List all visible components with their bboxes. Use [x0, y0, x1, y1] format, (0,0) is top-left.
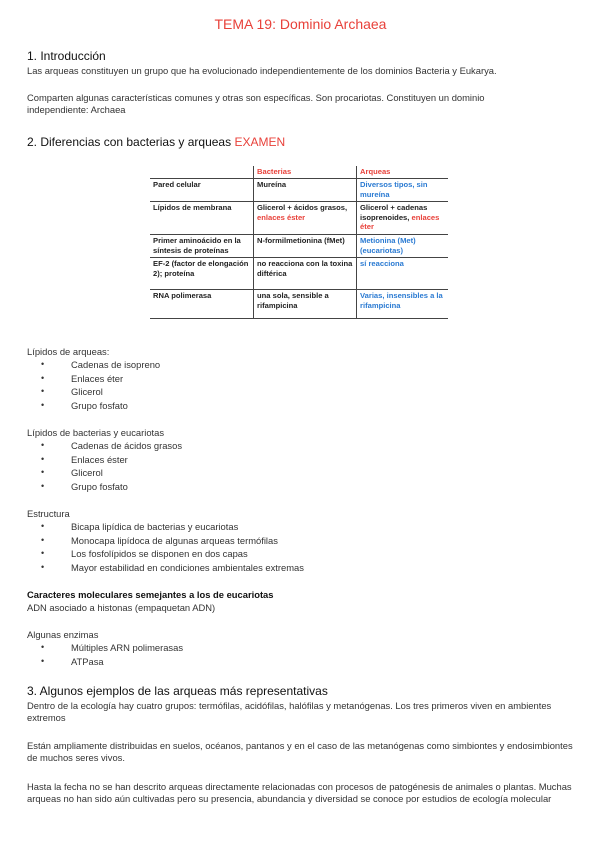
- list-item: [27, 466, 182, 480]
- enzimas-heading: Algunas enzimas: [27, 629, 99, 640]
- list-item: [27, 372, 160, 386]
- comparison-table: [150, 166, 448, 319]
- section-1-paragraph-2: Comparten algunas características comunes y otras son específicas. Son procariotas. Constituyen un dominio independiente: Archaea: [27, 92, 485, 115]
- caracteres-heading: Caracteres moleculares semejantes a los de eucariotas: [27, 589, 274, 600]
- bullet-icon: •: [41, 453, 45, 464]
- list-item: [27, 520, 304, 534]
- lipidos-bacterias-list: [27, 439, 182, 493]
- section-3-paragraph-1: Dentro de la ecología hay cuatro grupos: termófilas, acidófilas, halófilas y metanógenas. Los tres primeros viven en ambientes extremos: [27, 700, 552, 723]
- row-label: RNA polimerasa: [150, 290, 254, 319]
- lipidos-bacterias-heading: Lípidos de bacterias y eucariotas: [27, 427, 165, 438]
- list-item-text: ATPasa: [71, 655, 104, 667]
- arqueas-cell: Metionina (Met) (eucariotas): [357, 235, 449, 258]
- lipidos-arqueas-heading: Lípidos de arqueas:: [27, 346, 110, 357]
- section-1-paragraph-1: Las arqueas constituyen un grupo que ha evolucionado independientemente de los dominios Bacteria y Eukarya.: [27, 65, 497, 76]
- row-label: EF-2 (factor de elongación 2); proteína: [150, 258, 254, 290]
- bullet-icon: •: [41, 548, 45, 558]
- bullet-icon: •: [41, 467, 45, 477]
- bacterias-cell: [254, 202, 357, 235]
- list-item: [27, 561, 304, 575]
- arqueas-text: Glicerol + cadenas isoprenoides,: [360, 203, 428, 222]
- list-item: [27, 480, 182, 494]
- list-item: [27, 641, 183, 655]
- table-header-bacterias: Bacterias: [254, 166, 357, 179]
- exam-tag: EXAMEN: [234, 135, 286, 149]
- row-label: Pared celular: [150, 179, 254, 202]
- table-row: [150, 290, 448, 319]
- enzimas-list: [27, 641, 183, 668]
- bacterias-cell: N-formilmetionina (fMet): [254, 235, 357, 258]
- lipidos-arqueas-list: [27, 358, 160, 412]
- table-header-row: [150, 166, 448, 179]
- page-title: TEMA 19: Dominio Archaea: [214, 16, 387, 32]
- list-item: [27, 358, 160, 372]
- list-item: [27, 385, 160, 399]
- table-header-cell: [150, 166, 254, 179]
- list-item-text: Enlaces éter: [71, 372, 124, 384]
- table-header-arqueas: Arqueas: [357, 166, 449, 179]
- arqueas-highlight: enlaces éter: [360, 212, 440, 232]
- bullet-icon: •: [41, 372, 45, 383]
- estructura-list: [27, 520, 304, 574]
- list-item: [27, 399, 160, 413]
- list-item: [27, 655, 183, 669]
- list-item: [27, 439, 182, 453]
- bullet-icon: •: [41, 359, 45, 369]
- section-1-heading: 1. Introducción: [27, 49, 106, 63]
- table-row: [150, 258, 448, 290]
- bullet-icon: •: [41, 534, 45, 545]
- arqueas-cell: sí reacciona: [357, 258, 449, 290]
- arqueas-cell: [357, 202, 449, 235]
- list-item-text: Grupo fosfato: [71, 480, 128, 492]
- section-2-heading: [27, 135, 285, 149]
- table-row: [150, 179, 448, 202]
- bullet-icon: •: [41, 642, 45, 652]
- arqueas-cell: Diversos tipos, sin mureína: [357, 179, 449, 202]
- estructura-heading: Estructura: [27, 508, 70, 519]
- section-2-heading-text: 2. Diferencias con bacterias y arqueas: [27, 135, 232, 149]
- list-item-text: Grupo fosfato: [71, 399, 128, 411]
- bacterias-cell: una sola, sensible a rifampicina: [254, 290, 357, 319]
- section-3-paragraph-3: Hasta la fecha no se han descrito arqueas directamente relacionadas con procesos de patogénesis de animales o plantas. Muchas arqueas no han sido aún cultivadas pero su presencia, abundancia y diversidad se conoce por estudios de ecología molecular: [27, 781, 572, 804]
- section-3-heading: 3. Algunos ejemplos de las arqueas más representativas: [27, 684, 328, 698]
- list-item-text: Los fosfolípidos se disponen en dos capas: [71, 548, 248, 559]
- caracteres-text: ADN asociado a histonas (empaquetan ADN): [27, 602, 216, 613]
- bacterias-cell: Mureína: [254, 179, 357, 202]
- bacterias-cell: no reacciona con la toxina diftérica: [254, 258, 357, 290]
- arqueas-cell: Varias, insensibles a la rifampicina: [357, 290, 449, 319]
- list-item-text: Glicerol: [71, 467, 103, 478]
- bacterias-text: Glicerol + ácidos grasos,: [257, 203, 348, 212]
- row-label: Primer aminoácido en la síntesis de proteínas: [150, 235, 254, 258]
- bullet-icon: •: [41, 480, 45, 491]
- list-item-text: Monocapa lipídoca de algunas arqueas termófilas: [71, 534, 278, 546]
- list-item-text: Glicerol: [71, 386, 103, 397]
- row-label: Lípidos de membrana: [150, 202, 254, 235]
- list-item: [27, 534, 304, 548]
- list-item: [27, 453, 182, 467]
- bullet-icon: •: [41, 440, 45, 450]
- list-item-text: Cadenas de isopreno: [71, 359, 161, 370]
- list-item-text: Múltiples ARN polimerasas: [71, 642, 184, 653]
- bullet-icon: •: [41, 521, 45, 531]
- list-item: [27, 547, 304, 561]
- list-item-text: Bicapa lipídica de bacterias y eucariotas: [71, 521, 239, 532]
- list-item-text: Enlaces éster: [71, 453, 128, 465]
- table-row: [150, 202, 448, 235]
- bullet-icon: •: [41, 561, 45, 572]
- list-item-text: Cadenas de ácidos grasos: [71, 440, 183, 451]
- section-3-paragraph-2: Están ampliamente distribuidas en suelos, océanos, pantanos y en el caso de las metanógenas como simbiontes y endosimbiontes de muchos seres vivos.: [27, 740, 573, 763]
- list-item-text: Mayor estabilidad en condiciones ambientales extremas: [71, 561, 304, 573]
- bullet-icon: •: [41, 655, 45, 666]
- bullet-icon: •: [41, 386, 45, 396]
- bullet-icon: •: [41, 399, 45, 410]
- bacterias-highlight: enlaces éster: [257, 212, 306, 222]
- table-row: [150, 235, 448, 258]
